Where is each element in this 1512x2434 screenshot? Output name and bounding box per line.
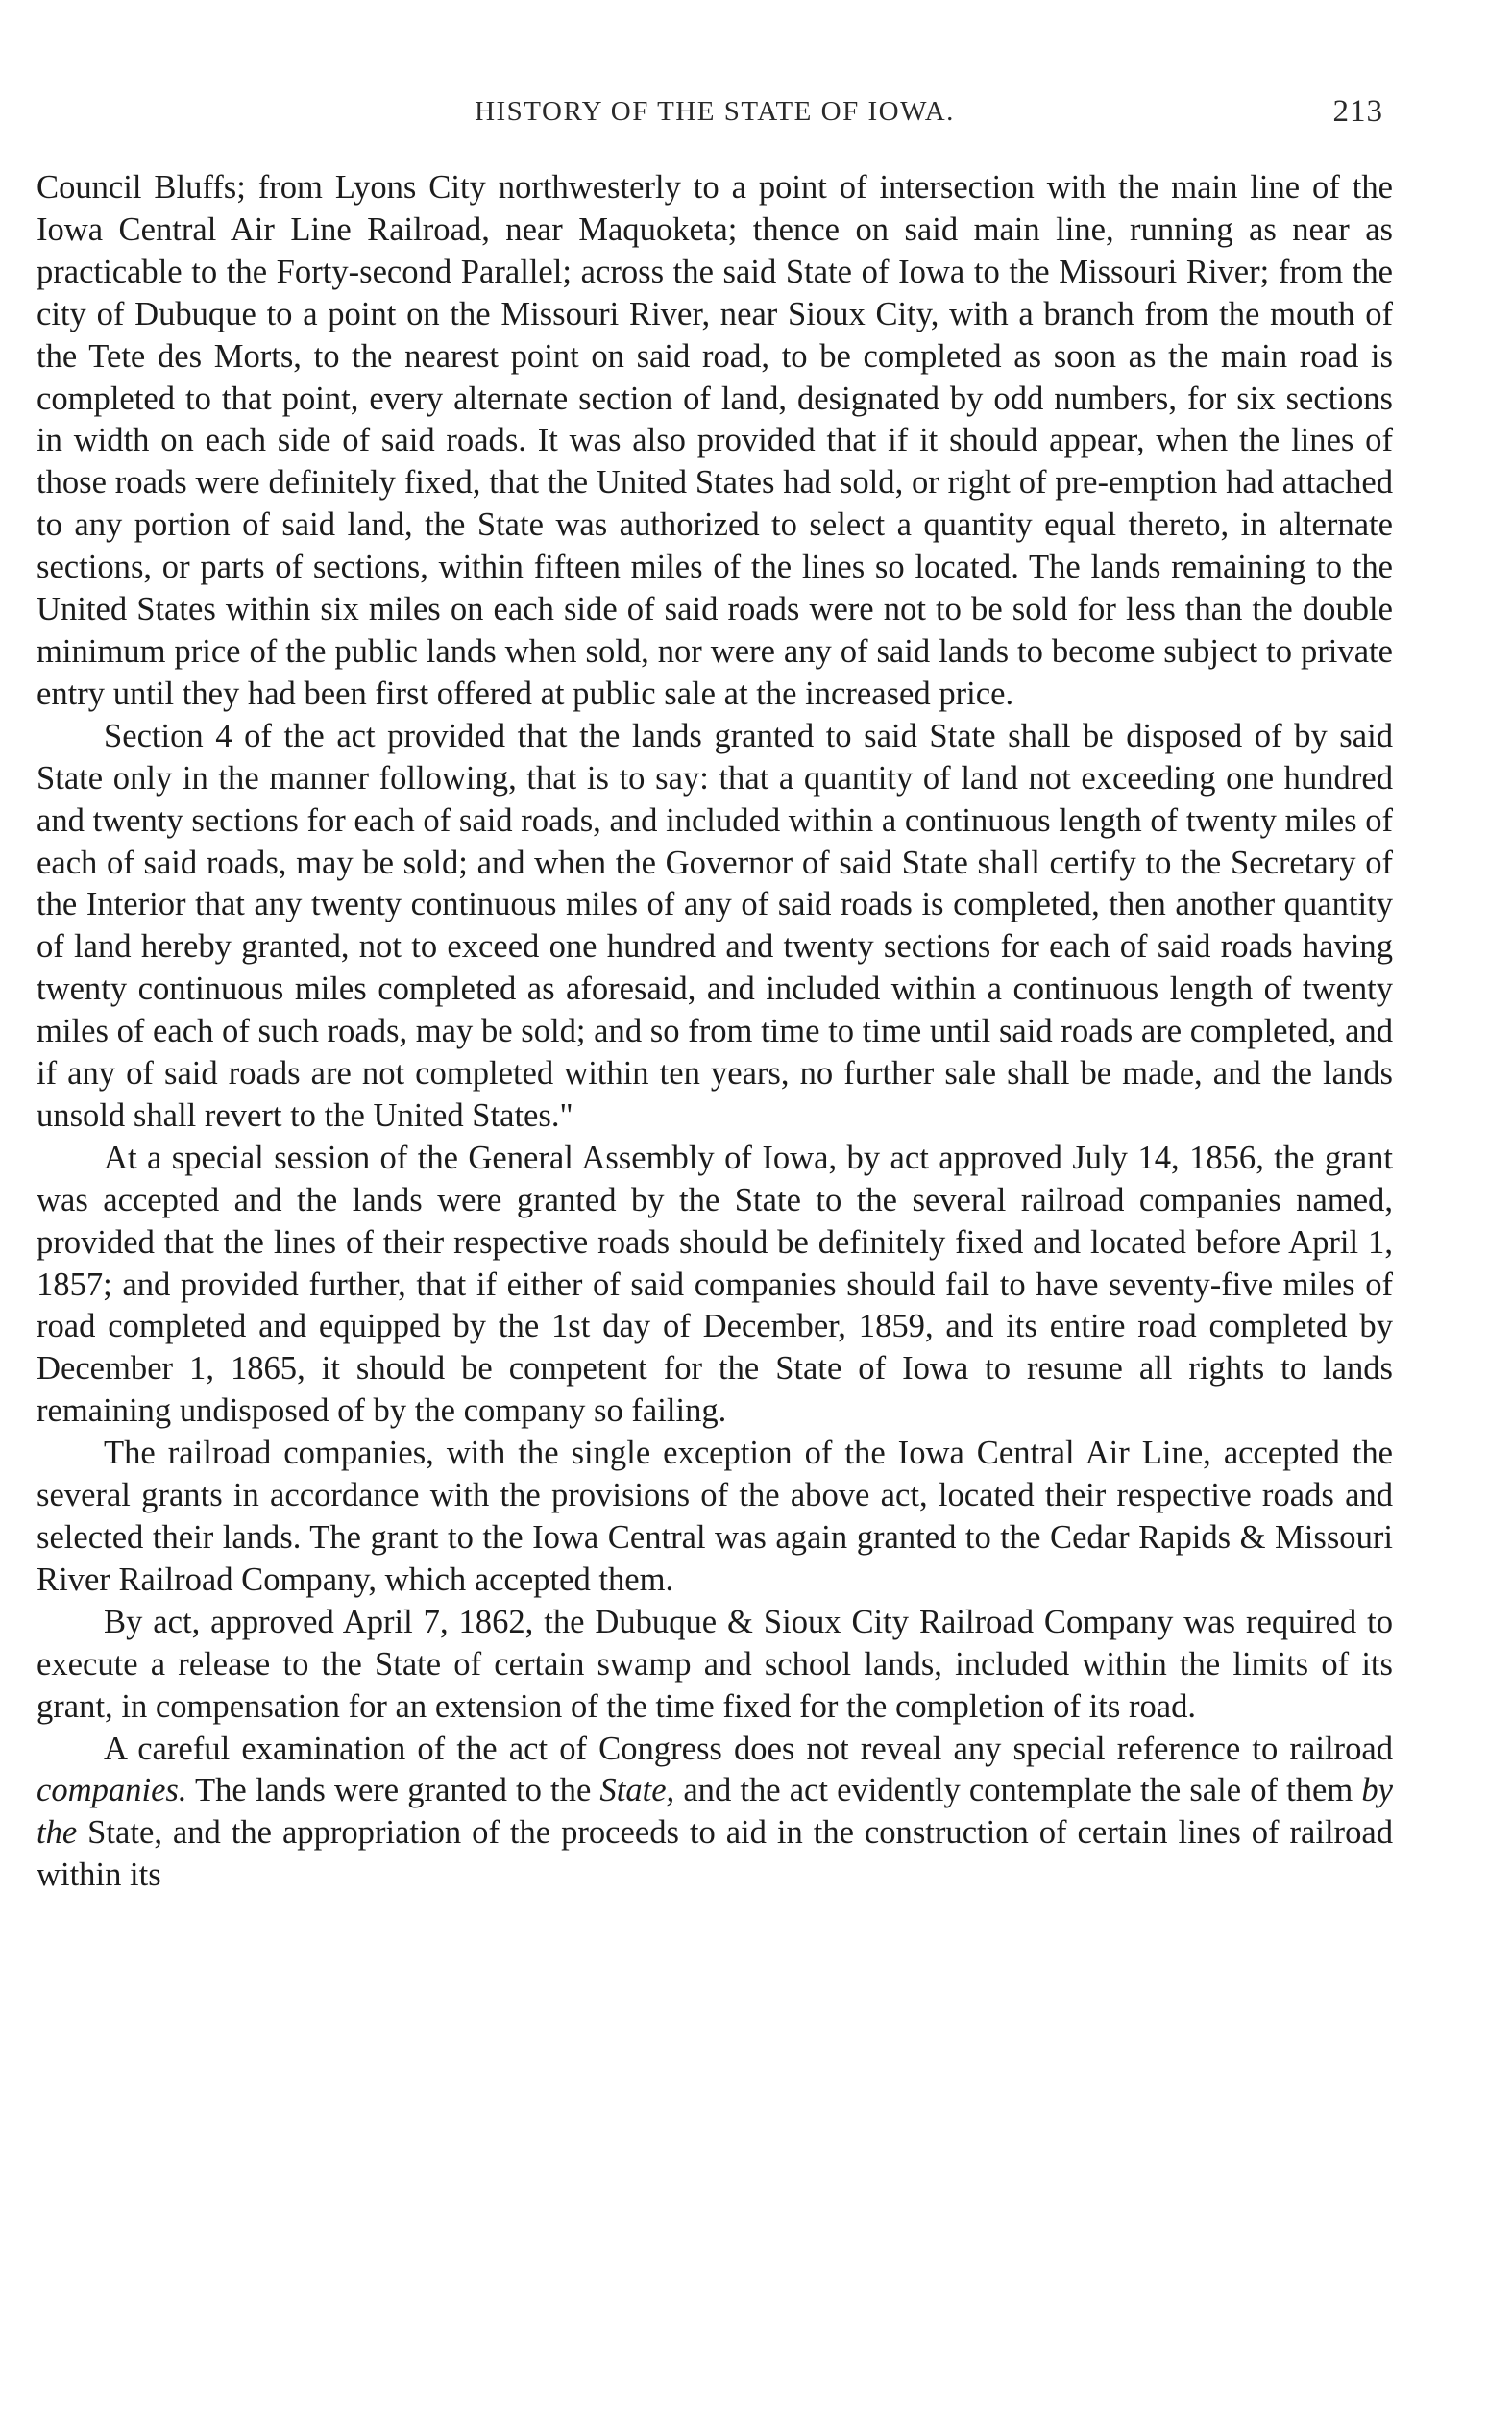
body-text	[37, 167, 1393, 1897]
paragraph-6-italic-companies: companies.	[37, 1772, 187, 1809]
paragraph-6-text-c: and the act evidently contemplate the sale of them	[674, 1772, 1362, 1809]
paragraph-4	[37, 1433, 1393, 1602]
paragraph-6	[37, 1729, 1393, 1898]
paragraph-3	[37, 1138, 1393, 1433]
paragraph-2	[37, 716, 1393, 1138]
book-page	[37, 88, 1393, 1897]
running-head	[37, 88, 1393, 138]
paragraph-6-text-a: A careful examination of the act of Congress does not reveal any special reference to railroad	[104, 1730, 1393, 1767]
paragraph-1-text: Council Bluffs; from Lyons City northwesterly to a point of intersection with the main line of the Iowa Central Air Line Railroad, near Maquoketa; thence on said main line, running as near as practicable to the Forty-second Parallel; across the said State of Iowa to the Missouri River; from the city of Dubuque to a point on the Missouri River, near Sioux City, with a branch from the mouth of the Tete des Morts, to the nearest point on said road, to be completed as soon as the main road is completed to that point, every alternate section of land, designated by odd numbers, for six sections in width on each side of said roads. It was also provided that if it should appear, when the lines of those roads were definitely fixed, that the United States had sold, or right of pre-emption had attached to any portion of said land, the State was authorized to select a quantity equal thereto, in alternate sections, or parts of sections, within fifteen miles of the lines so located. The lands remaining to the United States within six miles on each side of said roads were not to be sold for less than the double minimum price of the public lands when sold, nor were any of said lands to become subject to private entry until they had been first offered at public sale at the increased price.	[37, 169, 1393, 712]
paragraph-6-italic-by-the: by the	[37, 1772, 1393, 1852]
paragraph-5	[37, 1602, 1393, 1729]
paragraph-6-text-d: State, and the appropriation of the proceeds to aid in the construction of certain lines of railroad within its	[37, 1814, 1393, 1894]
paragraph-1	[37, 167, 1393, 716]
paragraph-4-text: The railroad companies, with the single exception of the Iowa Central Air Line, accepted the several grants in accordance with the provisions of the above act, located their respective roads and selected their lands. The grant to the Iowa Central was again granted to the Cedar Rapids & Missouri River Railroad Company, which accepted them.	[37, 1435, 1393, 1598]
paragraph-6-text-b: The lands were granted to the	[186, 1772, 600, 1809]
paragraph-2-text: Section 4 of the act provided that the lands granted to said State shall be disposed of by said State only in the manner following, that is to say: that a quantity of land not exceeding one hundred and twenty sections for each of said roads, and included within a continuous length of twenty miles of each of said roads, may be sold; and when the Governor of said State shall certify to the Secretary of the Interior that any twenty continuous miles of any of said roads is completed, then another quantity of land hereby granted, not to exceed one hundred and twenty sections for each of said roads having twenty continuous miles completed as aforesaid, and included within a continuous length of twenty miles of each of such roads, may be sold; and so from time to time until said roads are completed, and if any of said roads are not completed within ten years, no further sale shall be made, and the lands unsold shall revert to the United States."	[37, 717, 1393, 1134]
paragraph-3-text: At a special session of the General Assembly of Iowa, by act approved July 14, 1856, the grant was accepted and the lands were granted by the State to the several railroad companies named, provided that the lines of their respective roads should be definitely fixed and located before April 1, 1857; and provided further, that if either of said companies should fail to have seventy-five miles of road completed and equipped by the 1st day of December, 1859, and its entire road completed by December 1, 1865, it should be competent for the State of Iowa to resume all rights to lands remaining undisposed of by the company so failing.	[37, 1139, 1393, 1430]
paragraph-5-text: By act, approved April 7, 1862, the Dubuque & Sioux City Railroad Company was required to execute a release to the State of certain swamp and school lands, included within the limits of its grant, in compensation for an extension of the time fixed for the completion of its road.	[37, 1603, 1393, 1725]
page-number: 213	[1332, 94, 1383, 129]
paragraph-6-italic-state: State,	[599, 1772, 675, 1809]
running-title: HISTORY OF THE STATE OF IOWA.	[475, 96, 955, 127]
